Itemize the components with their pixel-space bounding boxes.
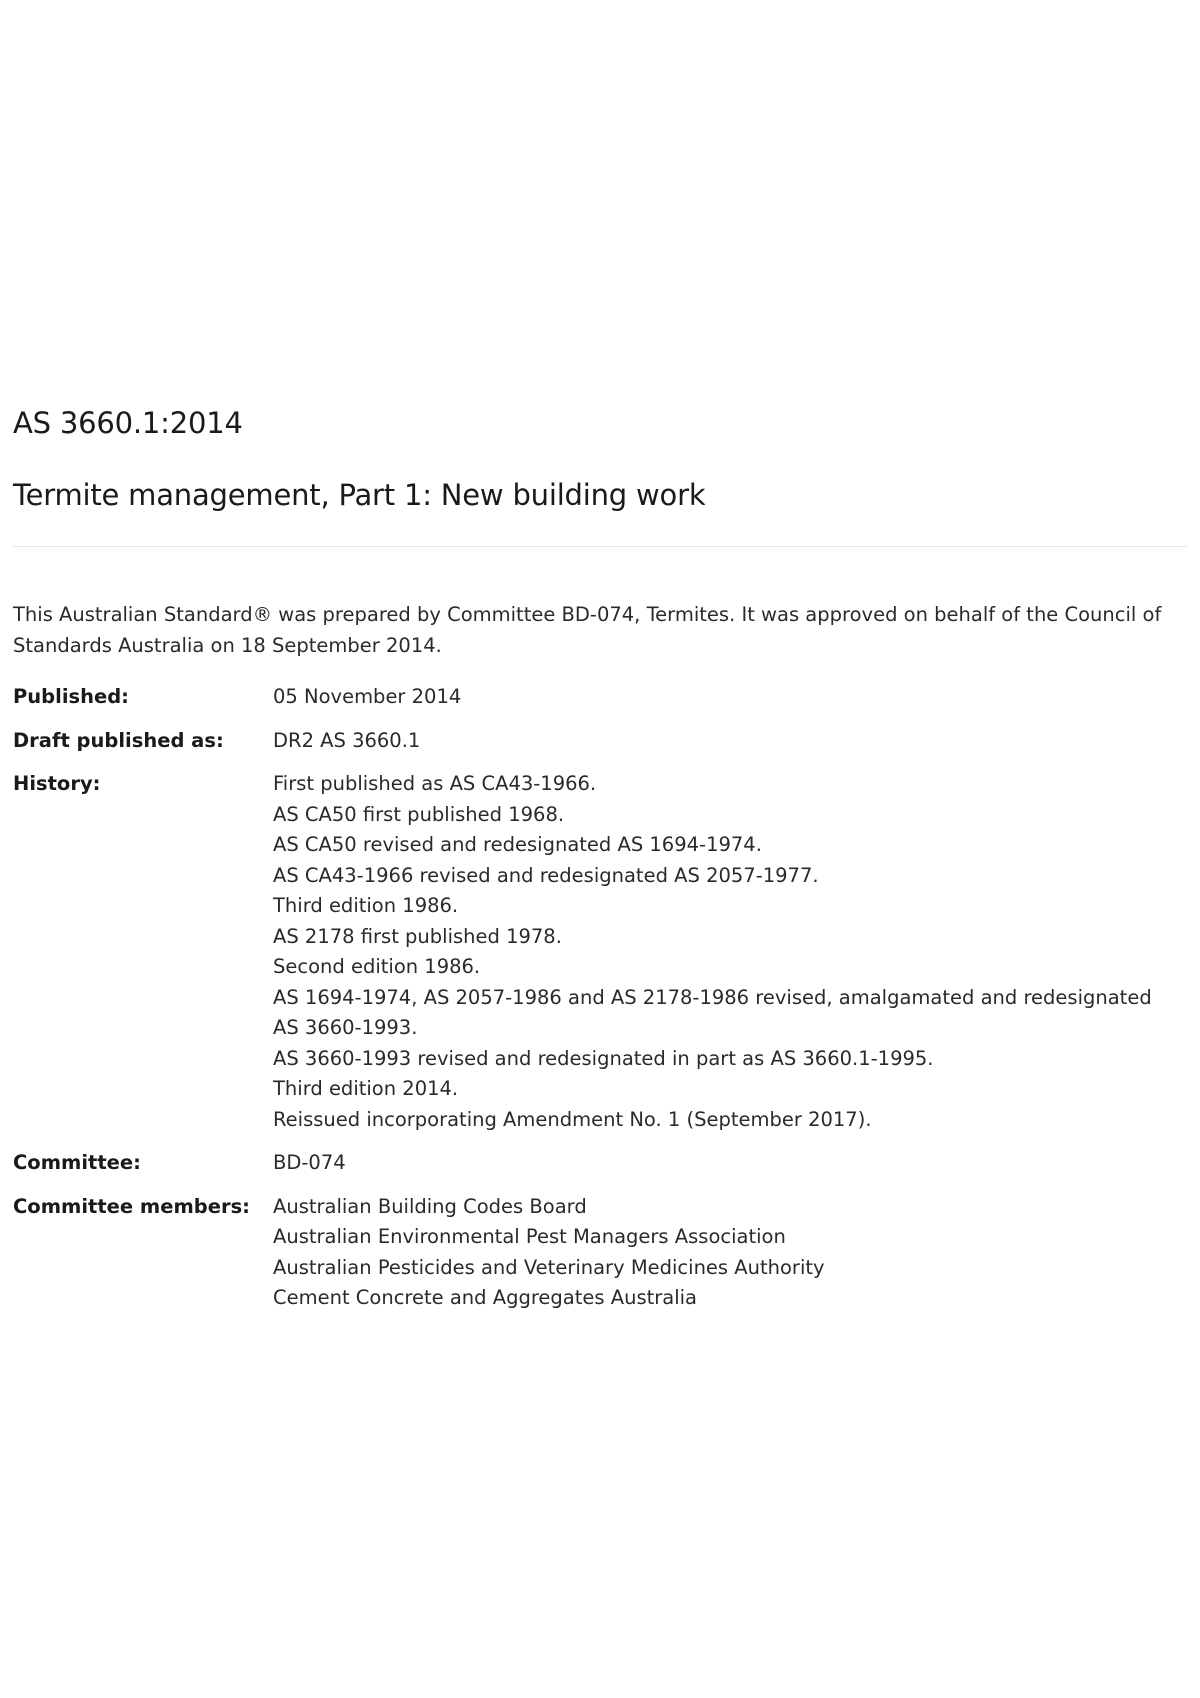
- published-label: Published:: [13, 685, 129, 708]
- committee-value: BD-074: [273, 1151, 346, 1174]
- history-line: Third edition 1986.: [273, 894, 459, 917]
- member-line: Australian Pesticides and Veterinary Medicines Authority: [273, 1255, 825, 1279]
- standard-code: AS 3660.1:2014: [13, 406, 243, 440]
- history-line: Third edition 2014.: [273, 1077, 459, 1100]
- history-line: AS 1694-1974, AS 2057-1986 and AS 2178-1986 revised, amalgamated and redesignated: [273, 985, 1152, 1009]
- published-value: 05 November 2014: [273, 685, 462, 708]
- member-line: Australian Building Codes Board: [273, 1194, 587, 1218]
- draft-label: Draft published as:: [13, 728, 224, 752]
- draft-row: [13, 726, 1187, 757]
- draft-value: DR2 AS 3660.1: [273, 728, 421, 752]
- standard-title: Termite management, Part 1: New building work: [13, 478, 706, 512]
- member-line: Australian Environmental Pest Managers Association: [273, 1225, 786, 1248]
- history-line: AS 3660-1993.: [273, 1016, 418, 1039]
- history-row: [13, 769, 1187, 1135]
- member-line: Cement Concrete and Aggregates Australia: [273, 1286, 698, 1309]
- committee-label: Committee:: [13, 1151, 141, 1174]
- history-line: AS CA50 revised and redesignated AS 1694-1974.: [273, 833, 762, 856]
- history-line: AS 2178 first published 1978.: [273, 924, 562, 948]
- committee-row: [13, 1148, 1187, 1179]
- members-value: [273, 1192, 1187, 1314]
- history-value: [273, 769, 1187, 1135]
- history-line: AS 3660-1993 revised and redesignated in part as AS 3660.1-1995.: [273, 1046, 934, 1070]
- published-row: [13, 682, 1187, 713]
- history-line: Reissued incorporating Amendment No. 1 (September 2017).: [273, 1107, 872, 1131]
- details-list: [13, 682, 1187, 1327]
- intro-paragraph: This Australian Standard® was prepared by Committee BD-074, Termites. It was approved on behalf of the Council of Standards Australia on 18 September 2014.: [13, 603, 1162, 657]
- history-label: History:: [13, 772, 101, 795]
- history-line: AS CA50 first published 1968.: [273, 802, 565, 826]
- history-line: Second edition 1986.: [273, 955, 481, 978]
- history-line: AS CA43-1966 revised and redesignated AS 2057-1977.: [273, 863, 819, 887]
- members-row: [13, 1192, 1187, 1314]
- history-line: First published as AS CA43-1966.: [273, 772, 597, 795]
- members-label: Committee members:: [13, 1194, 250, 1218]
- title-divider: [13, 546, 1187, 547]
